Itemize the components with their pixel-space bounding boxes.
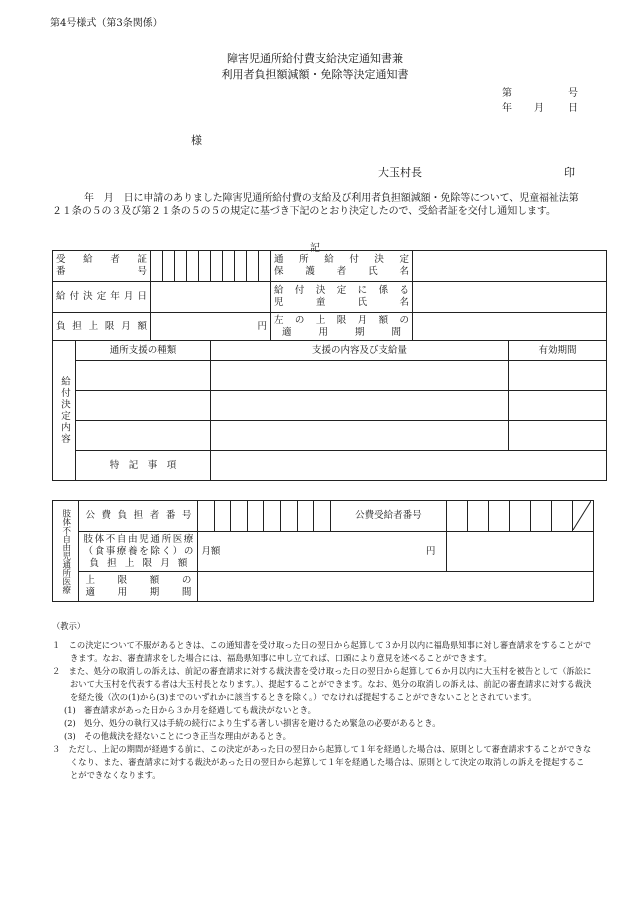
col-valid-period: 有効期間: [509, 341, 607, 361]
recipient-number-digit[interactable]: [187, 251, 199, 282]
number-label: 第: [502, 88, 512, 99]
payer-number-digit[interactable]: [297, 501, 314, 532]
recipient-number-digit[interactable]: [510, 501, 531, 532]
date-day: 日: [568, 103, 578, 114]
ki-heading: 記: [310, 243, 320, 254]
recipient-number-digit[interactable]: [175, 251, 187, 282]
recipient-number-digit[interactable]: [151, 251, 163, 282]
limit-period-label: 左の上限月額の 適用期間: [271, 313, 413, 341]
burden-limit-value[interactable]: [151, 313, 271, 341]
medical-burden-blank[interactable]: [447, 532, 594, 572]
recipient-number-digit[interactable]: [247, 251, 259, 282]
decision-content-label: 給付決定内容: [53, 341, 76, 481]
valid-period-cell[interactable]: [509, 421, 607, 451]
decision-table: [52, 250, 607, 481]
note-item-2: ２ また、処分の取消しの訴えは、前記の審査請求に対する裁決書を受け取った日の翌日から起算して６か月以内に大玉村を被告として（訴訟において大玉村を代表する者は大玉村長となります。）、提起することができます。なお、処分の取消しの訴えは、前記の審査請求に対する裁決を経た後（次の(1)から(3)までのいずれかに該当するときを除く。）でなければ提起することができないこととされています。: [52, 666, 592, 702]
recipient-number-digit[interactable]: [447, 501, 468, 532]
content-amount-cell[interactable]: [211, 391, 509, 421]
decision-date-value[interactable]: [151, 282, 271, 313]
issuer-name: 大玉村長: [378, 166, 422, 179]
valid-period-cell[interactable]: [509, 361, 607, 391]
note-sub-3: (3) その他裁決を経ないことにつき正当な理由があるとき。: [64, 731, 291, 741]
medical-table: [52, 500, 594, 602]
medical-burden-label: 肢体不自由児通所医療 （食事療養を除く）の 負担上限月額: [79, 532, 198, 572]
yen-unit: 円: [425, 545, 436, 557]
recipient-number-digit[interactable]: [259, 251, 271, 282]
recipient-number-digit[interactable]: [551, 501, 572, 532]
col-service-type: 通所支援の種類: [76, 341, 211, 361]
decision-date-label: 給付決定年月日: [53, 282, 151, 313]
special-notes-value[interactable]: [211, 451, 607, 481]
notes-heading: （教示）: [52, 621, 86, 631]
recipient-number-digit[interactable]: [235, 251, 247, 282]
monthly-label: 月額: [201, 545, 221, 557]
valid-period-cell[interactable]: [509, 391, 607, 421]
recipient-number-digit[interactable]: [489, 501, 510, 532]
guardian-name-label: 通所給付決定 保護者氏名: [271, 251, 413, 282]
note-item-3: ３ ただし、上記の期間が経過する前に、この決定があった日の翌日から起算して１年を経過した場合は、原則として審査請求することができなくなり、また、審査請求に対する裁決があった日の翌日から起算して１年を経過した場合は、原則として決定の取消しの訴えを提起することができなくなります。: [52, 744, 592, 780]
yen-unit: 円: [257, 320, 268, 332]
payer-number-digit[interactable]: [264, 501, 281, 532]
addressee-honorific: 様: [191, 134, 202, 147]
limit-period-value[interactable]: [413, 313, 607, 341]
payer-number-digit[interactable]: [281, 501, 298, 532]
seal-mark: 印: [564, 166, 575, 179]
special-notes-label: 特 記 事 項: [76, 451, 211, 481]
diagonal-slash-icon: [573, 501, 591, 530]
public-payer-number-label: 公費負担者番号: [79, 501, 198, 532]
content-amount-cell[interactable]: [211, 361, 509, 391]
slashed-cell: [572, 501, 593, 532]
service-type-cell[interactable]: [76, 421, 211, 451]
recipient-number-label: 受 給 者 証 番 号: [53, 251, 151, 282]
child-name-value[interactable]: [413, 282, 607, 313]
note-sub-2: (2) 処分、処分の執行又は手続の続行により生ずる著しい損害を避けるため緊急の必要があるとき。: [64, 718, 441, 728]
public-recipient-number-label: 公費受給者番号: [330, 501, 447, 532]
payer-number-digit[interactable]: [198, 501, 215, 532]
payer-number-digit[interactable]: [231, 501, 248, 532]
burden-limit-label: 負担上限月額: [53, 313, 151, 341]
recipient-number-digit[interactable]: [468, 501, 489, 532]
note-item-1: １ この決定について不服があるときは、この通知書を受け取った日の翌日から起算して３か月以内に福島県知事に対し審査請求をすることができます。なお、審査請求をした場合には、福島県知事に申し立てれば、口頭により意見を述べることができます。: [52, 640, 592, 663]
number-suffix: 号: [568, 88, 578, 99]
service-type-cell[interactable]: [76, 391, 211, 421]
limit-amount-period-label: 上 限 額 の 適 用 期 間: [79, 572, 198, 602]
document-title-line1: 障害児通所給付費支給決定通知書兼: [227, 52, 403, 65]
recipient-number-digit[interactable]: [531, 501, 552, 532]
date-year: 年: [502, 103, 512, 114]
recipient-number-digit[interactable]: [211, 251, 223, 282]
recipient-number-digit[interactable]: [163, 251, 175, 282]
document-number-block: [502, 84, 580, 114]
payer-number-digit[interactable]: [247, 501, 264, 532]
form-number: 第4号様式（第3条関係）: [50, 18, 163, 29]
content-amount-cell[interactable]: [211, 421, 509, 451]
medical-burden-value[interactable]: [198, 532, 447, 572]
service-type-cell[interactable]: [76, 361, 211, 391]
recipient-number-digit[interactable]: [223, 251, 235, 282]
notes-block: [52, 620, 592, 782]
document-title-line2: 利用者負担額減額・免除等決定通知書: [221, 68, 409, 81]
recipient-number-digit[interactable]: [199, 251, 211, 282]
limit-amount-period-value[interactable]: [198, 572, 594, 602]
note-sub-1: (1) 審査請求があった日から３か月を経過しても裁決がないとき。: [64, 705, 316, 715]
medical-section-label: 肢体不自由児通所医療: [53, 501, 79, 602]
child-name-label: 給付決定に係る 児 童 氏 名: [271, 282, 413, 313]
payer-number-digit[interactable]: [214, 501, 231, 532]
date-month: 月: [534, 103, 544, 114]
body-text: 年 月 日に申請のありました障害児通所給付費の支給及び利用者負担額減額・免除等について、児童福祉法第２１条の５の３及び第２１条の５の５の規定に基づき下記のとおり決定したので、受給者証を交付し通知します。: [52, 193, 579, 217]
col-content-amount: 支援の内容及び支給量: [211, 341, 509, 361]
guardian-name-value[interactable]: [413, 251, 607, 282]
payer-number-digit[interactable]: [314, 501, 331, 532]
